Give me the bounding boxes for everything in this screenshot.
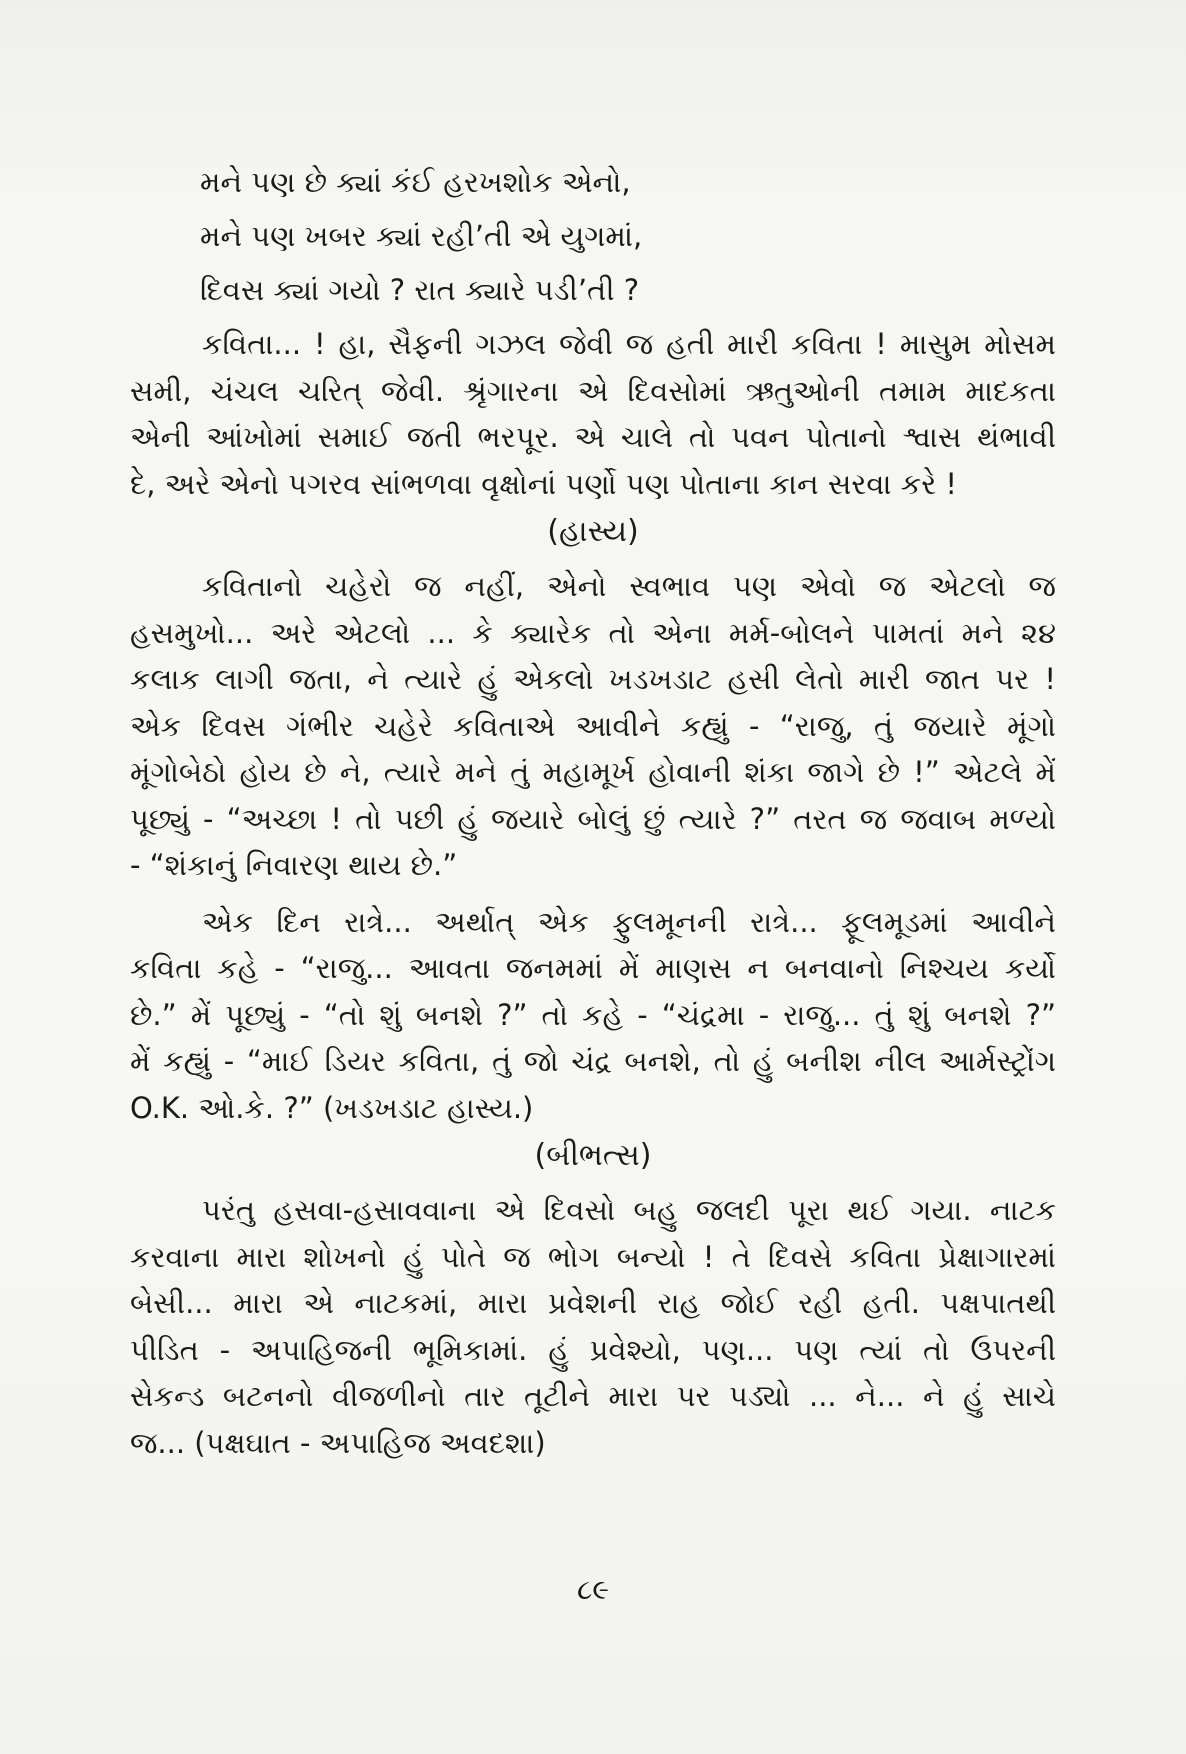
- section-heading-hasya: (હાસ્ય): [547, 514, 639, 549]
- paragraph-line: સેકન્ડ બટનનો વીજળીનો તાર તૂટીને મારા પર પડ્યો ... ને... ને હું સાચે: [130, 1379, 1056, 1413]
- page-number: ૮૯: [577, 1573, 609, 1606]
- paragraph-line: પૂછ્યું - “અચ્છા ! તો પછી હું જયારે બોલું છું ત્યારે ?” તરત જ જવાબ મળ્યો: [130, 801, 1056, 836]
- verse-line: દિવસ ક્યાં ગયો ? રાત ક્યારે પડી’તી ?: [200, 273, 640, 307]
- paragraph-line: મૂંગોબેઠો હોય છે ને, ત્યારે મને તું મહામૂર્ખ હોવાની શંકા જાગે છે !” એટલે મેં: [130, 755, 1056, 789]
- paragraph-line: બેસી... મારા એ નાટકમાં, મારા પ્રવેશની રાહ જોઈ રહી હતી. પક્ષપાતથી: [130, 1286, 1056, 1320]
- paragraph-line: સમી, ચંચલ ચરિત્ જેવી. શ્રૃંગારના એ દિવસોમાં ઋતુઓની તમામ માદકતા: [130, 373, 1056, 408]
- paragraph-line: દે, અરે એનો પગરવ સાંભળવા વૃક્ષોનાં પર્ણો પણ પોતાના કાન સરવા કરે !: [130, 466, 958, 501]
- paragraph-line: એક દિન રાત્રે... અર્થાત્ એક ફુલમૂનની રાત્રે... ફૂલમૂડમાં આવીને: [202, 904, 1056, 939]
- verse-line: મને પણ ખબર ક્યાં રહી’તી એ યુગમાં,: [200, 219, 643, 253]
- verse-block: [200, 155, 1056, 317]
- paragraph-line: મેં કહ્યું - “માઈ ડિયર કવિતા, તું જો ચંદ્ર બનશે, તો હું બનીશ નીલ આર્મસ્ટ્રોંગ: [130, 1044, 1056, 1078]
- paragraph-line: કવિતા કહે - “રાજુ... આવતા જનમમાં મેં માણસ ન બનવાનો નિશ્ચય કર્યો: [130, 951, 1056, 985]
- paragraph-line: પીડિત - અપાહિજની ભૂમિકામાં. હું પ્રવેશ્યો, પણ... પણ ત્યાં તો ઉપરની: [130, 1332, 1056, 1367]
- paragraph-line: જ... (પક્ષઘાત - અપાહિજ અવદશા): [130, 1425, 546, 1460]
- paragraph-line: - “શંકાનું નિવારણ થાય છે.”: [130, 848, 458, 882]
- paragraph-drama-accident: [130, 1187, 1056, 1466]
- paragraph-line: હસમુખો... અરે એટલો ... કે ક્યારેક તો એના મર્મ-બોલને પામતાં મને ૨૪: [130, 615, 1056, 650]
- paragraph-line: કવિતાનો ચહેરો જ નહીં, એનો સ્વભાવ પણ એવો જ એટલો જ: [202, 569, 1056, 603]
- paragraph-fullmoon-night: [130, 899, 1056, 1132]
- page-content: [130, 155, 1056, 1466]
- paragraph-line: પરંતુ હસવા-હસાવવાના એ દિવસો બહુ જલદી પૂરા થઈ ગયા. નાટક: [202, 1193, 1056, 1227]
- paragraph-kavita-description: [130, 321, 1056, 507]
- paragraph-line: એક દિવસ ગંભીર ચહેરે કવિતાએ આવીને કહ્યું - “રાજુ, તું જયારે મૂંગો: [130, 708, 1056, 743]
- verse-line: મને પણ છે ક્યાં કંઈ હરખશોક એનો,: [200, 165, 631, 199]
- paragraph-line: એની આંખોમાં સમાઈ જતી ભરપૂર. એ ચાલે તો પવન પોતાનો શ્વાસ થંભાવી: [130, 420, 1056, 454]
- section-heading-bibhatsa: (બીભત્સ): [534, 1138, 652, 1173]
- paragraph-line: O.K. ઓ.કે. ?” (ખડખડાટ હાસ્ય.): [130, 1090, 534, 1125]
- paragraph-line: કરવાના મારા શોખનો હું પોતે જ ભોગ બન્યો ! તે દિવસે કવિતા પ્રેક્ષાગારમાં: [130, 1239, 1056, 1274]
- paragraph-line: છે.” મેં પૂછ્યું - “તો શું બનશે ?” તો કહે - “ચંદ્રમા - રાજુ... તું શું બનશે ?”: [130, 997, 1056, 1032]
- paragraph-kavita-nature: [130, 563, 1056, 889]
- paragraph-line: કલાક લાગી જતા, ને ત્યારે હું એકલો ખડખડાટ હસી લેતો મારી જાત પર !: [130, 662, 1056, 696]
- paragraph-line: કવિતા... ! હા, સૈફની ગઝલ જેવી જ હતી મારી કવિતા ! માસુમ મોસમ: [202, 327, 1056, 361]
